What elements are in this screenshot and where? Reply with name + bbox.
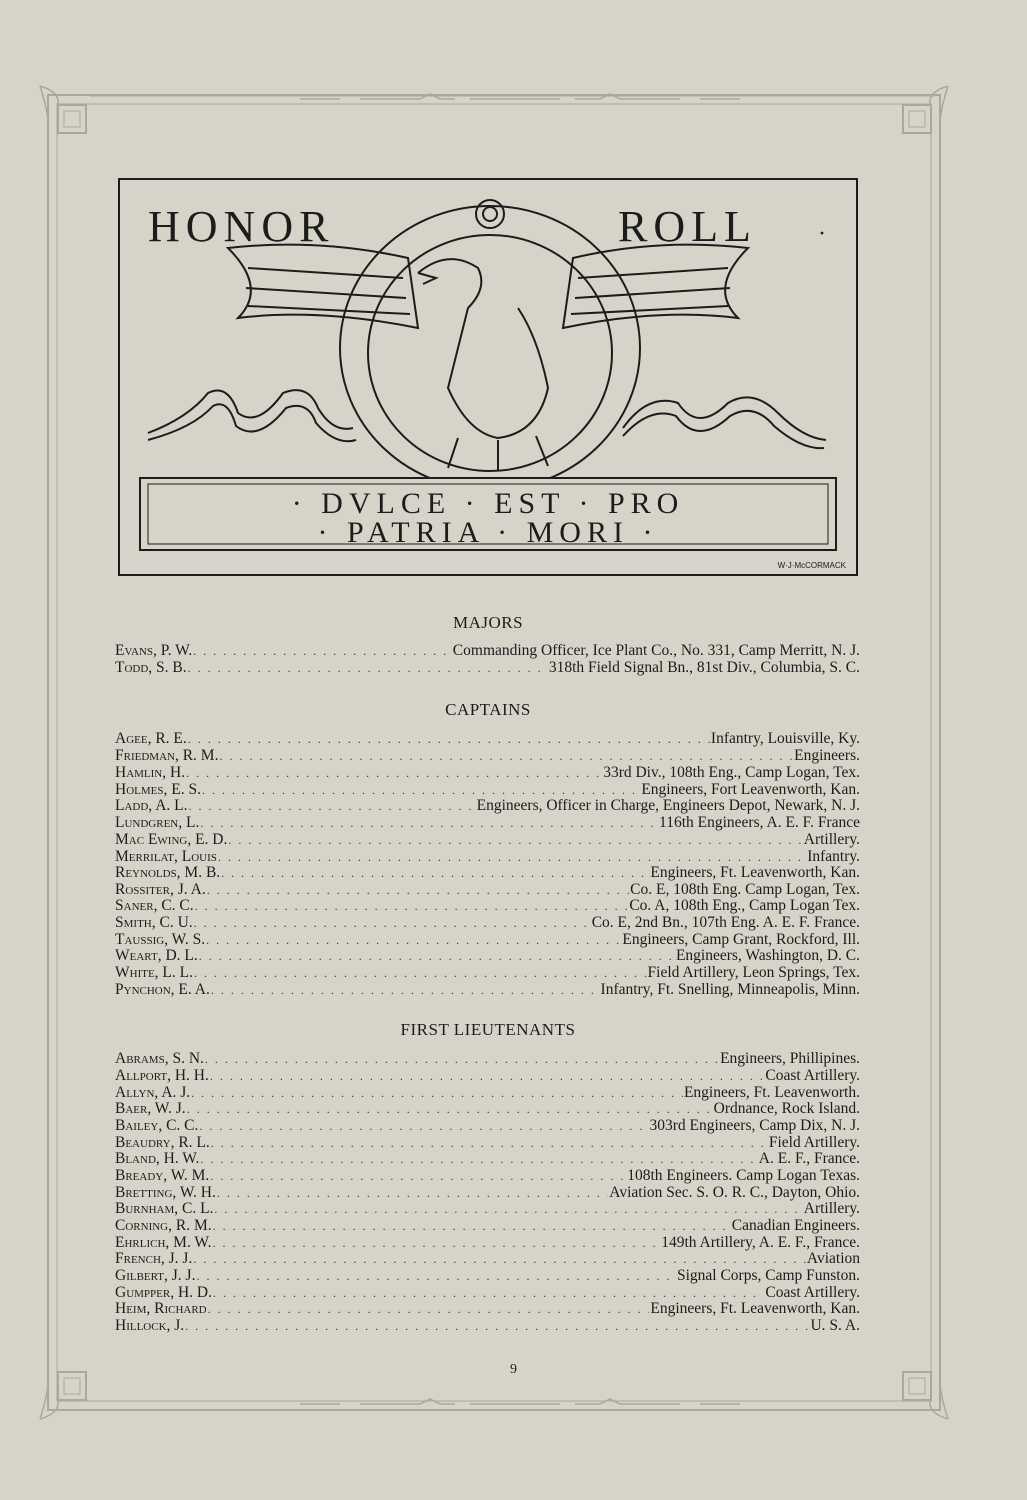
list-item: Baer, W. J. . . . Ordnance, Rock Island.: [115, 1100, 860, 1117]
motto-line-1: · DVLCE · EST · PRO: [291, 487, 685, 520]
list-item: Mac Ewing, E. D. . . . Artillery.: [115, 831, 860, 848]
list-item: Weart, D. L. . . . Engineers, Washington, D. C.: [115, 947, 860, 964]
section-heading-captains: CAPTAINS: [445, 700, 531, 719]
list-item: Bready, W. M. . . . 108th Engineers. Camp Logan Texas.: [115, 1167, 860, 1184]
list-item: Heim, Richard . . . Engineers, Ft. Leavenworth, Kan.: [115, 1300, 860, 1317]
laurel-wreath-icon: [340, 200, 640, 490]
list-item: French, J. J. . . . Aviation: [115, 1250, 860, 1267]
honor-roll-header: [118, 178, 858, 576]
svg-text:·: ·: [818, 221, 826, 247]
list-item: Bailey, C. C. . . . 303rd Engineers, Camp Dix, N. J.: [115, 1117, 860, 1134]
list-item: Ladd, A. L. . . . Engineers, Officer in Charge, Engineers Depot, Newark, N. J.: [115, 797, 860, 814]
list-item: White, L. L. . . . Field Artillery, Leon Springs, Tex.: [115, 964, 860, 981]
list-item: Gumpper, H. D. . . . Coast Artillery.: [115, 1284, 860, 1301]
eagle-wings-icon: [228, 245, 748, 328]
list-item: Hamlin, H. . . . 33rd Div., 108th Eng., Camp Logan, Tex.: [115, 764, 860, 781]
list-item: Friedman, R. M. . . . Engineers.: [115, 747, 860, 764]
list-item: Burnham, C. L. . . . Artillery.: [115, 1200, 860, 1217]
list-item: Lundgren, L. . . . 116th Engineers, A. E. F. France: [115, 814, 860, 831]
list-item: Todd, S. B. . . . 318th Field Signal Bn., 81st Div., Columbia, S. C.: [115, 659, 860, 676]
list-item: Saner, C. C. . . . Co. A, 108th Eng., Camp Logan Tex.: [115, 897, 860, 914]
list-item: Corning, R. M. . . . Canadian Engineers.: [115, 1217, 860, 1234]
section-heading-first-lieutenants: FIRST LIEUTENANTS: [400, 1020, 576, 1039]
list-item: Allyn, A. J. . . . Engineers, Ft. Leavenworth.: [115, 1084, 860, 1101]
list-item: Rossiter, J. A. . . . Co. E, 108th Eng. Camp Logan, Tex.: [115, 881, 860, 898]
title-left: HONOR: [148, 202, 335, 251]
list-item: Hillock, J. . . . U. S. A.: [115, 1317, 860, 1334]
list-item: Holmes, E. S. . . . Engineers, Fort Leavenworth, Kan.: [115, 781, 860, 798]
list-item: Bretting, W. H. . . . Aviation Sec. S. O. R. C., Dayton, Ohio.: [115, 1184, 860, 1201]
list-item: Taussig, W. S. . . . Engineers, Camp Grant, Rockford, Ill.: [115, 931, 860, 948]
section-heading-majors: MAJORS: [452, 613, 524, 632]
list-item: Pynchon, E. A. . . . Infantry, Ft. Snelling, Minneapolis, Minn.: [115, 981, 860, 998]
page-number: 9: [510, 1362, 517, 1377]
list-item: Abrams, S. N. . . . Engineers, Phillipines.: [115, 1050, 860, 1067]
title-right: ROLL: [618, 202, 757, 251]
honor-roll-illustration: [118, 178, 858, 576]
list-item: Agee, R. E. . . . Infantry, Louisville, Ky.: [115, 730, 860, 747]
list-item: Allport, H. H. . . . Coast Artillery.: [115, 1067, 860, 1084]
list-item: Reynolds, M. B. . . . Engineers, Ft. Leavenworth, Kan.: [115, 864, 860, 881]
list-item: Smith, C. U. . . . Co. E, 2nd Bn., 107th Eng. A. E. F. France.: [115, 914, 860, 931]
list-item: Bland, H. W. . . . A. E. F., France.: [115, 1150, 860, 1167]
list-item: Ehrlich, M. W. . . . 149th Artillery, A. E. F., France.: [115, 1234, 860, 1251]
motto-line-2: · PATRIA · MORI ·: [317, 516, 659, 549]
list-item: Gilbert, J. J. . . . Signal Corps, Camp Funston.: [115, 1267, 860, 1284]
ribbon-icon: [148, 390, 826, 448]
eagle-icon: [418, 259, 548, 470]
list-item: Evans, P. W. . . . Commanding Officer, Ice Plant Co., No. 331, Camp Merritt, N. J.: [115, 642, 860, 659]
list-item: Merrilat, Louis . . . Infantry.: [115, 848, 860, 865]
artist-signature: W·J·McCORMACK: [777, 561, 846, 570]
list-item: Beaudry, R. L. . . . Field Artillery.: [115, 1134, 860, 1151]
